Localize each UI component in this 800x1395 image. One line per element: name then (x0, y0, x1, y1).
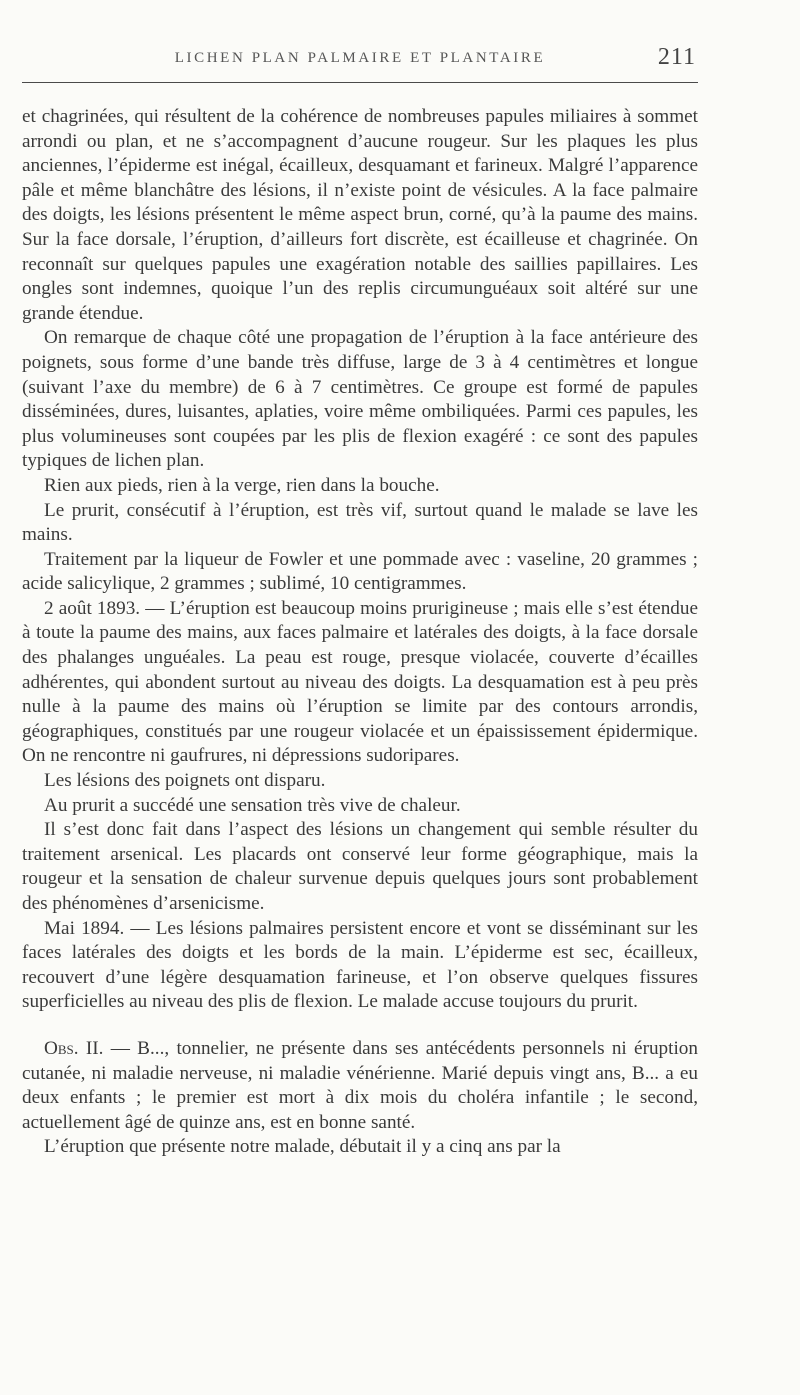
paragraph: Les lésions des poignets ont disparu. (44, 770, 326, 792)
paragraph: 2 août 1893. — L’éruption est beaucoup moins prurigineuse ; mais elle s’est étendue à toute la paume des mains, aux faces palmaire et latérales des doigts, à la face dorsale des phalanges unguéales. La peau est rouge, presque violacée, couverte d’écailles adhérentes, qui abondent surtout au niveau des doigts. La desquamation est à peu près nulle à la paume des mains où l’éruption se limite par des contours arrondis, géographiques, constitués par une rougeur violacée et un épaississement épidermique. On ne rencontre ni gaufrures, ni dépressions sudoripares. (22, 597, 698, 767)
paragraph: Traitement par la liqueur de Fowler et une pommade avec : vaseline, 20 grammes ; acide salicylique, 2 grammes ; sublimé, 10 centigrammes. (22, 548, 698, 595)
paragraph: Le prurit, consécutif à l’éruption, est très vif, surtout quand le malade se lave les mains. (22, 499, 698, 546)
paragraph: Rien aux pieds, rien à la verge, rien dans la bouche. (44, 474, 440, 496)
observation-label: Obs. II. (44, 1037, 104, 1059)
paragraph: Au prurit a succédé une sensation très vive de chaleur. (44, 794, 461, 816)
page-number: 211 (657, 44, 696, 70)
running-title: LICHEN PLAN PALMAIRE ET PLANTAIRE (174, 50, 546, 66)
paragraph: On remarque de chaque côté une propagation de l’éruption à la face antérieure des poignets, sous forme d’une bande très diffuse, large de 3 à 4 centimètres et longue (suivant l’axe du membre) de 6 à 7 centimètres. Ce groupe est formé de papules disséminées, dures, luisantes, aplaties, voire même ombiliquées. Parmi ces papules, les plus volumineuses sont coupées par les plis de flexion exagéré : ce sont des papules typiques de lichen plan. (22, 327, 698, 472)
body-text (22, 105, 698, 1160)
paragraph: Mai 1894. — Les lésions palmaires persistent encore et vont se disséminant sur les faces latérales des doigts et les bords de la main. L’épiderme est sec, écailleux, recouvert d’une légère desquamation farineuse, et l’on observe quelques fissures superficielles au niveau des plis de flexion. Le malade accuse toujours du prurit. (22, 917, 698, 1013)
document-page (22, 38, 698, 1160)
running-header (22, 38, 698, 83)
paragraph: et chagrinées, qui résultent de la cohérence de nombreuses papules miliaires à sommet arrondi ou plan, et ne s’accompagnent d’aucune rougeur. Sur les plaques les plus anciennes, l’épiderme est inégal, écailleux, desquamant et farineux. Malgré l’apparence pâle et même blanchâtre des lésions, il n’existe point de vésicules. A la face palmaire des doigts, les lésions présentent le même aspect brun, corné, qu’à la paume des mains. Sur la face dorsale, l’éruption, d’ailleurs fort discrète, est écailleuse et chagrinée. On reconnaît sur quelques papules une exagération notable des saillies papillaires. Les ongles sont indemnes, quoique l’un des replis circumunguéaux soit altéré sur une grande étendue. (22, 106, 698, 324)
observation-text: — B..., tonnelier, ne présente dans ses antécédents personnels ni éruption cutanée, ni maladie nerveuse, ni maladie vénérienne. Marié depuis vingt ans, B... a eu deux enfants ; le premier est mort à dix mois du choléra infantile ; le second, actuellement âgé de quinze ans, est en bonne santé. (22, 1037, 698, 1133)
paragraph: L’éruption que présente notre malade, débutait il y a cinq ans par la (44, 1136, 561, 1158)
observation-paragraph (22, 1037, 698, 1135)
paragraph: Il s’est donc fait dans l’aspect des lésions un changement qui semble résulter du traitement arsenical. Les placards ont conservé leur forme géographique, mais la rougeur et la sensation de chaleur survenue depuis quelques jours sont probablement des phénomènes d’arsenicisme. (22, 819, 698, 914)
